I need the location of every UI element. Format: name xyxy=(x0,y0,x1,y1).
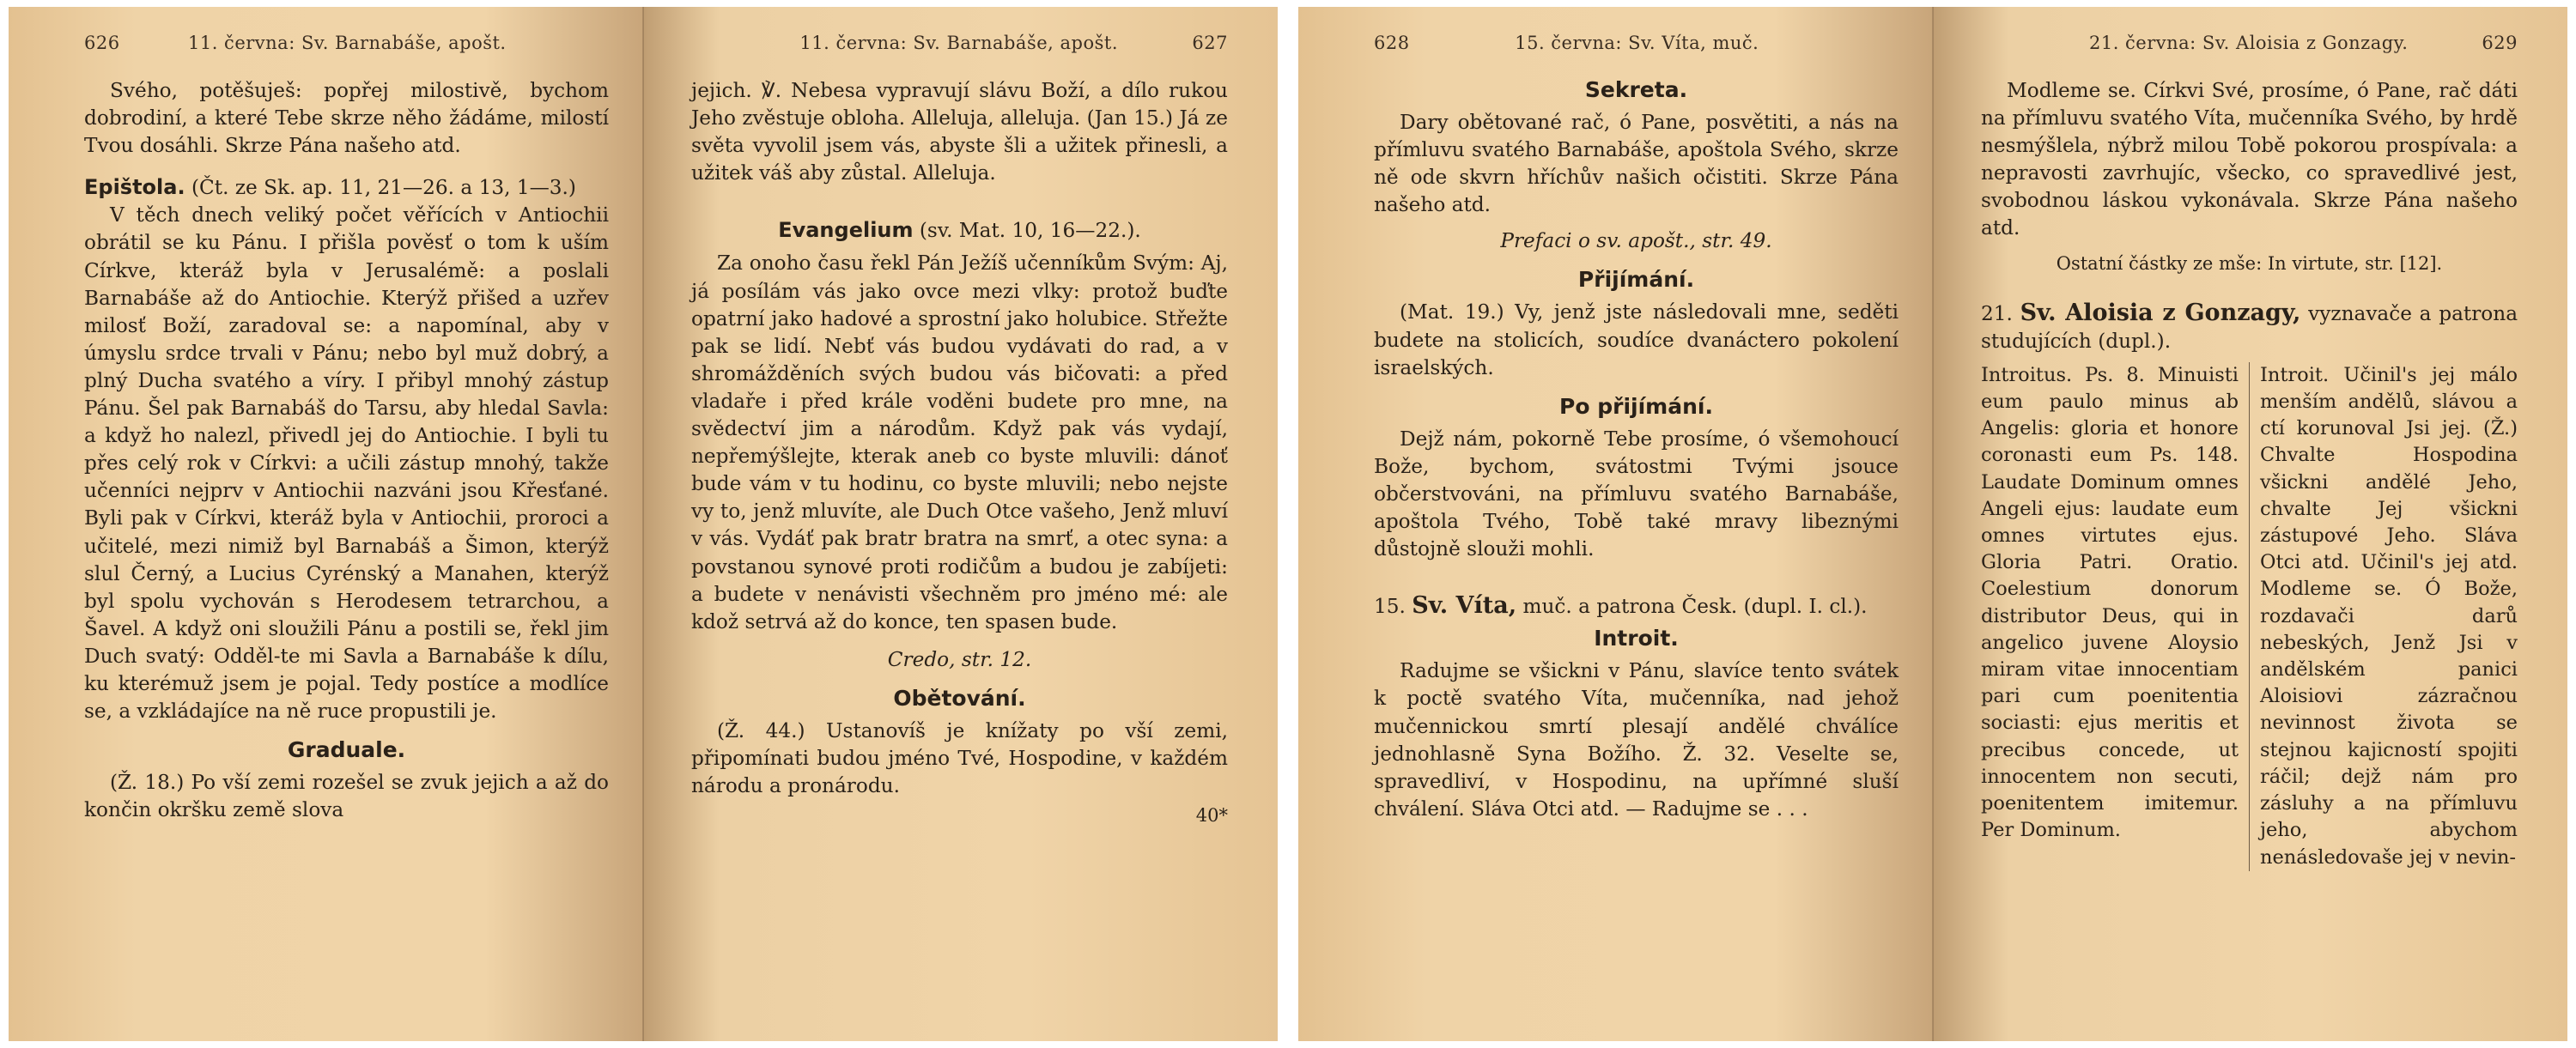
page-627 xyxy=(643,7,1278,1041)
epistola-heading xyxy=(84,173,609,202)
page-number: 628 xyxy=(1374,33,1410,53)
latin-text: Introitus. Ps. 8. Minuisti eum paulo minus ab Angelis: gloria et honore coronasti eum Ps. 148. Laudate Dominum omnes Angeli ejus: laudate eum omnes virtutes ejus. Gloria Patri. Oratio. Coelestium donorum distributor Deus, qui in angelico juvene Aloysio miram vitae innocentiam pari cum poenitentia sociasti: ejus meritis et precibus concede, ut innocentem non secuti, poenitentem imitemur. Per Dominum. xyxy=(1981,363,2239,842)
modleme-text: Modleme se. Církvi Své, prosíme, ó Pane, rač dáti na přímluvu svatého Víta, mučenníka Svého, by hrdě nesmýšlela, nýbrž milou Tobě pokorou prospívala: a nepravosti zavrhujíc, všecko, co spravedlivé jest, svobodnou láskou vykonávala. Skrze Pána našeho atd. xyxy=(1981,79,2518,240)
gutter xyxy=(1932,7,1934,1041)
po-prijimani-text: Dejž nám, pokorně Tebe prosíme, ó všemohoucí Bože, bychom, svátostmi Tvými jsouce občerstvováni, na přímluvu svatého Barnabáše, apoštola Tvého, Tobě také mravy libeznými důstojně slouži mohli. xyxy=(1374,427,1899,561)
intro-text: Svého, potěšuješ: popřej milostivě, bychom dobrodiní, a které Tebe skrze něho žádáme, milostí Tvou dosáhli. Skrze Pána našeho atd. xyxy=(84,79,609,158)
graduale-title: Graduale. xyxy=(287,737,406,763)
intro-text: jejich. ℣. Nebesa vypravují slávu Boží, a dílo rukou Jeho zvěstuje obloha. Alleluja, alleluja. (Jan 15.) Já ze světa vyvolil jsem vás, abyste šli a užitek přinesli, a užitek váš aby zůstal. Alleluja. xyxy=(691,79,1228,185)
book-spread-left xyxy=(9,7,1278,1041)
running-head xyxy=(1981,33,2518,53)
prijimani-text: (Mat. 19.) Vy, jenž jste následovali mne, seděti budete na stolicích, soudíce dvanáctero pokolení israelských. xyxy=(1374,300,1899,379)
running-title: 15. června: Sv. Víta, muč. xyxy=(1515,33,1759,53)
gutter xyxy=(642,7,644,1041)
feast-heading xyxy=(1374,592,1899,621)
credo-ref: Credo, str. 12. xyxy=(887,647,1032,671)
introit-text: Radujme se všickni v Pánu, slavíce tento svátek k poctě svatého Víta, mučenníka, nad jehož mučennickou smrtí plesají andělé chválíce jednohlasně Syna Božího. Ž. 32. Veselte se, spravedliví, v Hospodinu, na upřímné sluší chválení. Sláva Otci atd. — Radujme se . . . xyxy=(1374,659,1899,821)
obetovani-title: Obětování. xyxy=(893,685,1026,711)
obetovani-text: (Ž. 44.) Ustanovíš je knížaty po vší zemi, připomínati budou jméno Tvé, Hospodine, v každém národu a pronárodu. xyxy=(691,718,1228,798)
prefaci-ref: Prefaci o sv. apošt., str. 49. xyxy=(1500,229,1772,253)
running-title: 11. června: Sv. Barnabáše, apošt. xyxy=(187,33,507,53)
po-prijimani-title: Po přijímání. xyxy=(1559,393,1713,419)
introit-title: Introit. xyxy=(1594,626,1679,651)
running-head xyxy=(84,33,609,53)
sekreta-title: Sekreta. xyxy=(1584,77,1688,102)
page-629 xyxy=(1933,7,2567,1041)
book-spread-right xyxy=(1298,7,2567,1041)
feast-heading xyxy=(1981,300,2518,355)
running-head xyxy=(691,33,1228,53)
feast-rest: muč. a patrona Česk. (dupl. I. cl.). xyxy=(1522,595,1868,619)
page-number: 627 xyxy=(1192,33,1228,53)
evangelium-heading xyxy=(691,216,1228,245)
sekreta-text: Dary obětované rač, ó Pane, posvětiti, a nás na přímluvu svatého Barnabáše, apoštola Svého, skrze ně ode skvrn hříchův našich očistiti. Skrze Pána našeho atd. xyxy=(1374,111,1899,217)
page-number: 629 xyxy=(2482,33,2518,53)
feast-number: 15. xyxy=(1374,595,1406,619)
czech-text: Introit. Učinil's jej málo menším andělů, slávou a ctí korunoval Jsi jej. (Ž.) Chvalte Hospodina všickni andělé Jeho, chvalte Jej všickni zástupové Jeho. Sláva Otci atd. Učinil's jej atd. Modleme se. Ó Bože, rozdavači darů nebeských, Jenž Jsi v andělském panici Aloisiovi zázračnou nevinnost života se stejnou kajicností spojiti ráčil; dejž nám pro zásluhy a na přímluvu jeho, abychom nenásledovaše jej v nevin- xyxy=(2260,363,2518,869)
running-head xyxy=(1374,33,1899,53)
ostatni-ref: Ostatní částky ze mše: In virtute, str. [12]. xyxy=(2056,252,2443,274)
page-628 xyxy=(1298,7,1933,1041)
evangelium-ref: (sv. Mat. 10, 16—22.). xyxy=(919,219,1141,243)
latin-column xyxy=(1981,362,2250,871)
signature-mark: 40* xyxy=(1195,805,1228,827)
evangelium-text: Za onoho času řekl Pán Ježíš učenníkům Svým: Aj, já posílám vás jako ovce mezi vlky: protož buďte opatrní jako hadové a sprostní jako holubice. Střežte pak se lidí. Nebť vás budou vydávati do rad, a v shromážděních svých budou vás bičovati: a před vladaře i před krále voděni budete pro mne, na svědectví jim a národům. Když pak vás vydají, nepřemýšlejte, kterak aneb co byste mluvili: dánoť bude vám v tu hodinu, co byste mluvili; nebo nejste vy to, jenž mluvíte, ale Duch Otce vašeho, Jenž mluví v vás. Vydáť pak bratr bratra na smrť, a otec syna: a povstanou synové proti rodičům a budou je zabíjeti: a budete v nenávisti všechněm pro jméno mé: ale kdož setrvá až do konce, ten spasen bude. xyxy=(691,251,1228,633)
epistola-title: Epištola. xyxy=(84,175,185,200)
czech-column xyxy=(2250,362,2518,871)
graduale-text: (Ž. 18.) Po vší zemi rozešel se zvuk jejich a až do končin okršku země slova xyxy=(84,771,609,822)
evangelium-title: Evangelium xyxy=(778,218,914,243)
prijimani-title: Přijímání. xyxy=(1577,267,1695,293)
page-626 xyxy=(9,7,643,1041)
feast-rest: vyznavače a patrona studujících (dupl.). xyxy=(1981,301,2518,353)
page-number: 626 xyxy=(84,33,120,53)
epistola-ref: (Čt. ze Sk. ap. 11, 21—26. a 13, 1—3.) xyxy=(191,176,576,200)
epistola-text: V těch dnech veliký počet věřících v Antiochii obrátil se ku Pánu. I přišla pověsť o tom k uším Církve, kteráž byla v Jerusalémě: a poslali Barnabáše až do Antiochie. Kterýž přišed a uzřev milosť Boží, zaradoval se: a napomínal, aby v úmyslu srdce trvali v Pánu; nebo byl muž dobrý, a plný Ducha svatého a víry. I přibyl mnohý zástup Pánu. Šel pak Barnabáš do Tarsu, aby hledal Savla: a když ho nalezl, přivedl jej do Antiochie. I byli tu přes celý rok v Církvi: a učili zástup mnohý, takže učenníci nejprv v Antiochii nazváni jsou Křesťané. Byli pak v Církvi, kteráž byla v Antiochii, proroci a učitelé, mezi nimiž byl Barnabáš a Šimon, kterýž slul Černý, a Lucius Cyrénský a Manahen, kterýž byl spolu vychován s Herodesem tetrarchou, a Šavel. A když oni sloužili Pánu a postili se, řekl jim Duch svatý: Odděl-te mi Savla a Barnabáše k dílu, ku kterémuž jsem je pojal. Tedy postíce a modlíce se, a vzkládajíce na ně ruce propustili je. xyxy=(84,203,609,724)
running-title: 11. června: Sv. Barnabáše, apošt. xyxy=(799,33,1119,53)
feast-name: Sv. Víta, xyxy=(1412,592,1517,620)
parallel-columns xyxy=(1981,362,2518,871)
feast-number: 21. xyxy=(1981,301,2013,325)
running-title: 21. června: Sv. Aloisia z Gonzagy. xyxy=(2088,33,2409,53)
feast-name: Sv. Aloisia z Gonzagy, xyxy=(2020,299,2301,326)
